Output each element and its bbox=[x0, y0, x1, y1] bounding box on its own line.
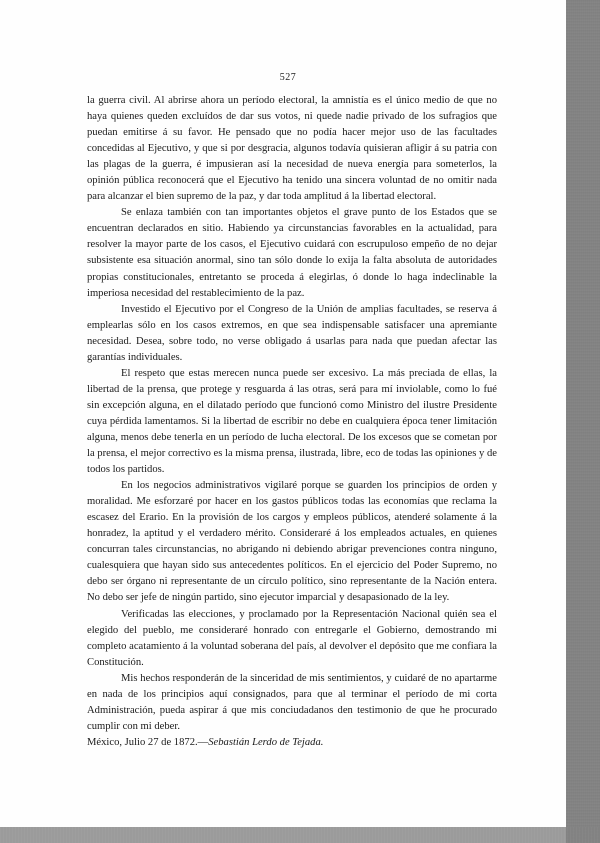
page-number: 527 bbox=[279, 72, 297, 83]
place-date: México, Julio 27 de 1872.— bbox=[87, 736, 209, 748]
body-text bbox=[87, 93, 497, 751]
paragraph: El respeto que estas merecen nunca puede ser excesivo. La más preciada de ellas, la libertad de la prensa, que protege y resguarda á las otras, será para mí inviolable, como lo fué sin excepción alguna, en el dilatado período que funcionó como Ministro del ilustre Presidente cuya pérdida lamentamos. Si la libertad de escribir no debe en cualquiera época tener limitación alguna, menos debe tenerla en un período de lucha electoral. De los excesos que se cometan por la prensa, el mejor correctivo es la misma prensa, ilustrada, libre, eco de todas las opiniones y de todos los partidos. bbox=[87, 367, 497, 476]
paragraph: Verificadas las elecciones, y proclamado por la Representación Nacional quién sea el elegido del pueblo, me consideraré honrado con entregarle el Gobierno, demostrando mi completo acatamiento á la voluntad soberana del país, al devolver el depósito que me confiara la Constitución. bbox=[87, 608, 497, 668]
paragraph: En los negocios administrativos vigilaré porque se guarden los principios de orden y moralidad. Me esforzaré por hacer en los gastos públicos todas las economías que reclama la escasez del Erario. En la provisión de los cargos y empleos públicos, atenderé solamente á la honradez, la aptitud y el verdadero mérito. Consideraré á los empleados actuales, en quienes concurran tales circunstancias, no abrigando ni debiendo abrigar prevenciones contra ninguno, cualesquiera que hayan sido sus antecedentes políticos. En el ejercicio del Poder Supremo, no debo ser órgano ni representante de un círculo político, sino representante de la Nación entera. No debo ser jefe de ningún partido, sino ejecutor imparcial y desapasionado de la ley. bbox=[87, 480, 497, 604]
paragraph: Se enlaza también con tan importantes objetos el grave punto de los Estados que se encuentran declarados en sitio. Habiendo ya circunstancias favorables en la actualidad, para resolver la mayor parte de los casos, el Ejecutivo cuidará con escrupuloso empeño de no dejar subsistente esa situación anormal, sino tan sólo donde lo exija la falta absoluta de autoridades propias constitucionales, entretanto se proceda á elegirlas, ó donde lo haga indeclinable la imperiosa necesidad del restablecimiento de la paz. bbox=[87, 207, 497, 299]
paragraph: la guerra civil. Al abrirse ahora un período electoral, la amnistía es el único medio de que no haya quienes queden excluídos de dar sus votos, ni quede nadie privado de los sufragios que puedan emitirse á su favor. He pensado que no podía hacer mejor uso de las facultades concedidas al Ejecutivo, y que si por desgracia, algunos todavía quisieran afligir á su patria con las plagas de la guerra, é impusieran así la necesidad de nueva energía para someterlos, la opinión pública reconocerá que el Ejecutivo ha tenido una sincera voluntad de no omitir nada para alcanzar el bien supremo de la paz, y dar toda amplitud á la libertad electoral. bbox=[87, 95, 497, 203]
paragraph: Investido el Ejecutivo por el Congreso de la Unión de amplias facultades, se reserva á emplearlas sólo en los casos extremos, en que sea indispensable satisfacer una apremiante necesidad. Desea, sobre todo, no verse obligado á usarlas para nada que puedan afectar las garantías individuales. bbox=[87, 303, 497, 363]
scan-edge-bottom bbox=[0, 827, 600, 843]
signer-name: Sebastián Lerdo de Tejada. bbox=[208, 736, 324, 748]
scan-edge-right bbox=[566, 0, 600, 843]
closing-line bbox=[87, 735, 497, 751]
paragraph: Mis hechos responderán de la sinceridad de mis sentimientos, y cuidaré de no apartarme en nada de los principios aquí consignados, para que al terminar el período de mi corta Administración, pueda aspirar á que mis conciudadanos den testimonio de que he procurado cumplir con mi deber. bbox=[87, 672, 497, 732]
